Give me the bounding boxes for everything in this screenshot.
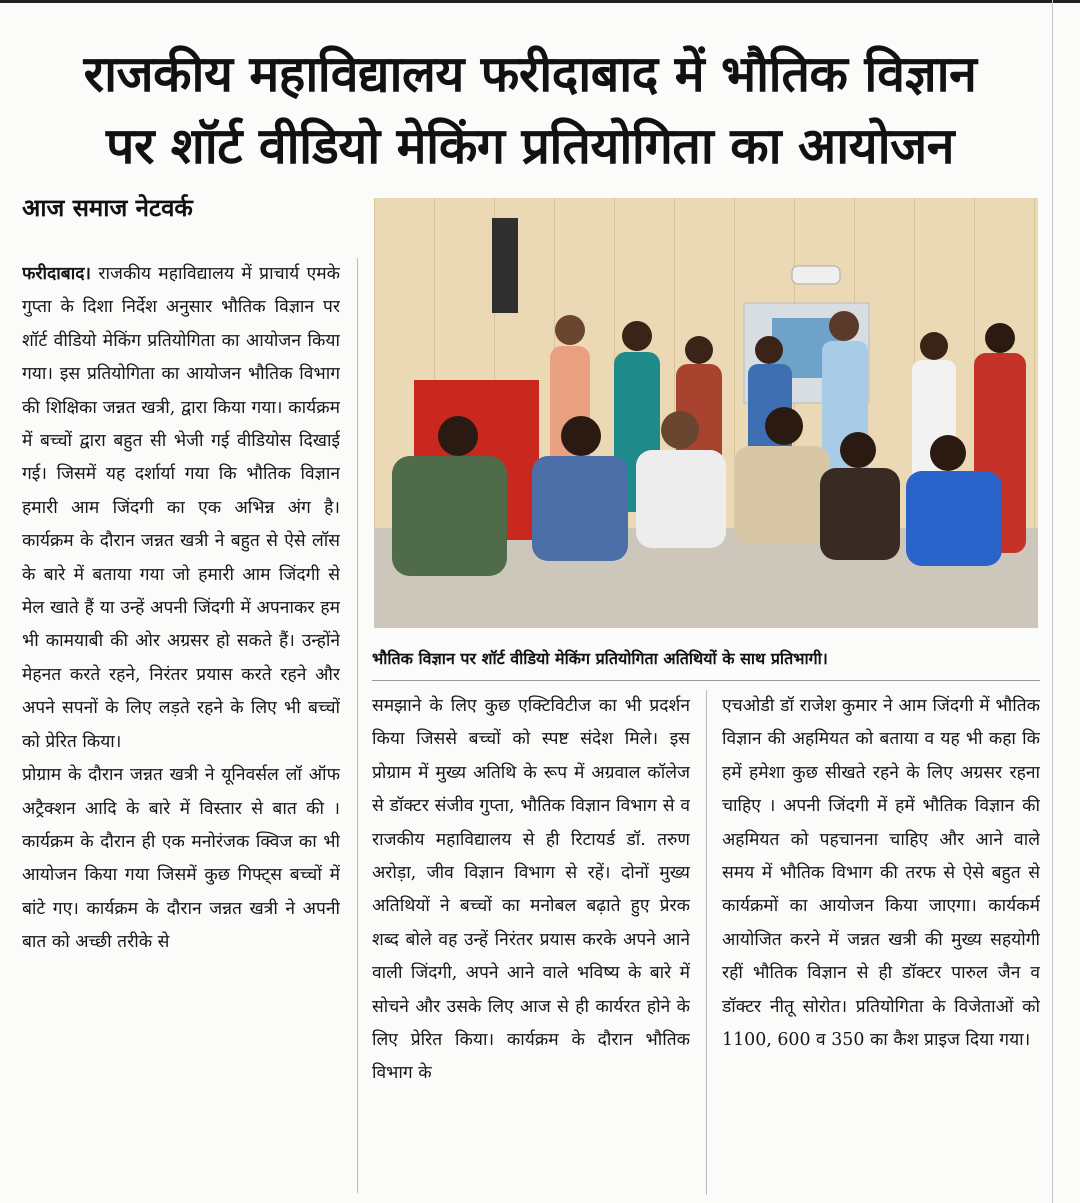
column-1-lead-text: राजकीय महाविद्यालय में प्राचार्य एमके गुप्ता के दिशा निर्देश अनुसार भौतिक विज्ञान पर शॉर्ट वीडियो मेकिंग प्रतियोगिता का आयोजन किया गया। इस प्रतियोगिता का आयोजन भौतिक विभाग की शिक्षिका जन्नत खत्री, द्वारा किया गया। कार्यक्रम में बच्चों द्वारा बहुत सी भेजी गई वीडियोस दिखाई गई। जिसमें यह दर्शार्या गया कि भौतिक विज्ञान हमारी आम जिंदगी का एक अभिन्न अंग है। कार्यक्रम के दौरान जन्नत खत्री ने बहुत से ऐसे लॉस के बारे में बताया गया जो हमारी आम जिंदगी से मेल खाते हैं या उन्हें अपनी जिंदगी में अपनाकर हम भी कामयाबी की ओर अग्रसर हो सकते हैं। उन्होंने मेहनत करते रहने, निरंतर प्रयास करते रहने और अपने सपनों के लिए लड़ते रहने के लिए भी बच्चों को प्रेरित किया।: [22, 264, 340, 752]
speaker-icon: [492, 218, 518, 313]
column-3: [722, 690, 1040, 1195]
top-rule: [0, 0, 1080, 3]
dateline: फरीदाबाद।: [22, 264, 92, 284]
column-divider: [357, 258, 358, 1193]
group-photo-illustration: [374, 198, 1038, 628]
group-photo: [374, 198, 1038, 628]
column-2-text: समझाने के लिए कुछ एक्टिविटीज का भी प्रदर्शन किया जिससे बच्चों को स्पष्ट संदेश मिले। इस प्रोग्राम में मुख्य अतिथि के रूप में अग्रवाल कॉलेज से डॉक्टर संजीव गुप्ता, भौतिक विज्ञान विभाग से व राजकीय महाविद्यालय से ही रिटायर्ड डॉ. तरुण अरोड़ा, जीव विज्ञान विभाग से रहें। दोनों मुख्य अतिथियों ने बच्चों का मनोबल बढ़ाते हुए प्रेरक शब्द बोले वह उन्हें निरंतर प्रयास करके अपने आने वाली जिंदगी, अपने आने वाले भविष्य के बारे में सोचने और उसके लिए आज से ही कार्यरत होने के लिए प्रेरित किया। कार्यक्रम के दौरान भौतिक विभाग के: [372, 696, 690, 1084]
adjacent-article-edge: [1052, 0, 1080, 1203]
column-1-paragraph-2: प्रोग्राम के दौरान जन्नत खत्री ने यूनिवर्सल लॉ ऑफ अट्रैक्शन आदि के बारे में विस्तार से बात की । कार्यक्रम के दौरान ही एक मनोरंजक क्विज का भी आयोजन किया गया जिसमें कुछ गिफ्ट्स बच्चों में बांटे गए। कार्यक्रम के दौरान जन्नत खत्री ने अपनी बात को अच्छी तरीके से: [22, 765, 340, 953]
column-3-text: एचओडी डॉ राजेश कुमार ने आम जिंदगी में भौतिक विज्ञान की अहमियत को बताया व यह भी कहा कि हमें हमेशा कुछ सीखते रहने के लिए अग्रसर रहना चाहिए । अपनी जिंदगी में हमें भौतिक विज्ञान की अहमियत को पहचानना चाहिए और आने वाले समय में भौतिक विभाग की तरफ से ऐसे बहुत से कार्यक्रमों का आयोजन किया जाएगा। कार्यकर्म आयोजित करने में जन्नत खत्री की मुख्य सहयोगी रहीं भौतिक विज्ञान से ही डॉक्टर पारुल जैन व डॉक्टर नीतू सोरोत। प्रतियोगिता के विजेताओं को 1100, 600 व 350 का कैश प्राइज दिया गया।: [722, 696, 1040, 1051]
byline: आज समाज नेटवर्क: [22, 194, 193, 222]
column-1-paragraph-1: [22, 258, 340, 759]
column-2: [372, 690, 690, 1195]
headline: [20, 38, 1040, 182]
headline-line-1: राजकीय महाविद्यालय फरीदाबाद में भौतिक विज्ञान: [83, 45, 977, 103]
photo-caption: भौतिक विज्ञान पर शॉर्ट वीडियो मेकिंग प्रतियोगिता अतिथियों के साथ प्रतिभागी।: [372, 649, 828, 668]
column-divider-2: [706, 690, 707, 1195]
column-1: [22, 258, 340, 1198]
caption-rule: [372, 680, 1040, 681]
projector-icon: [792, 266, 840, 284]
headline-line-2: पर शॉर्ट वीडियो मेकिंग प्रतियोगिता का आयोजन: [106, 117, 954, 175]
